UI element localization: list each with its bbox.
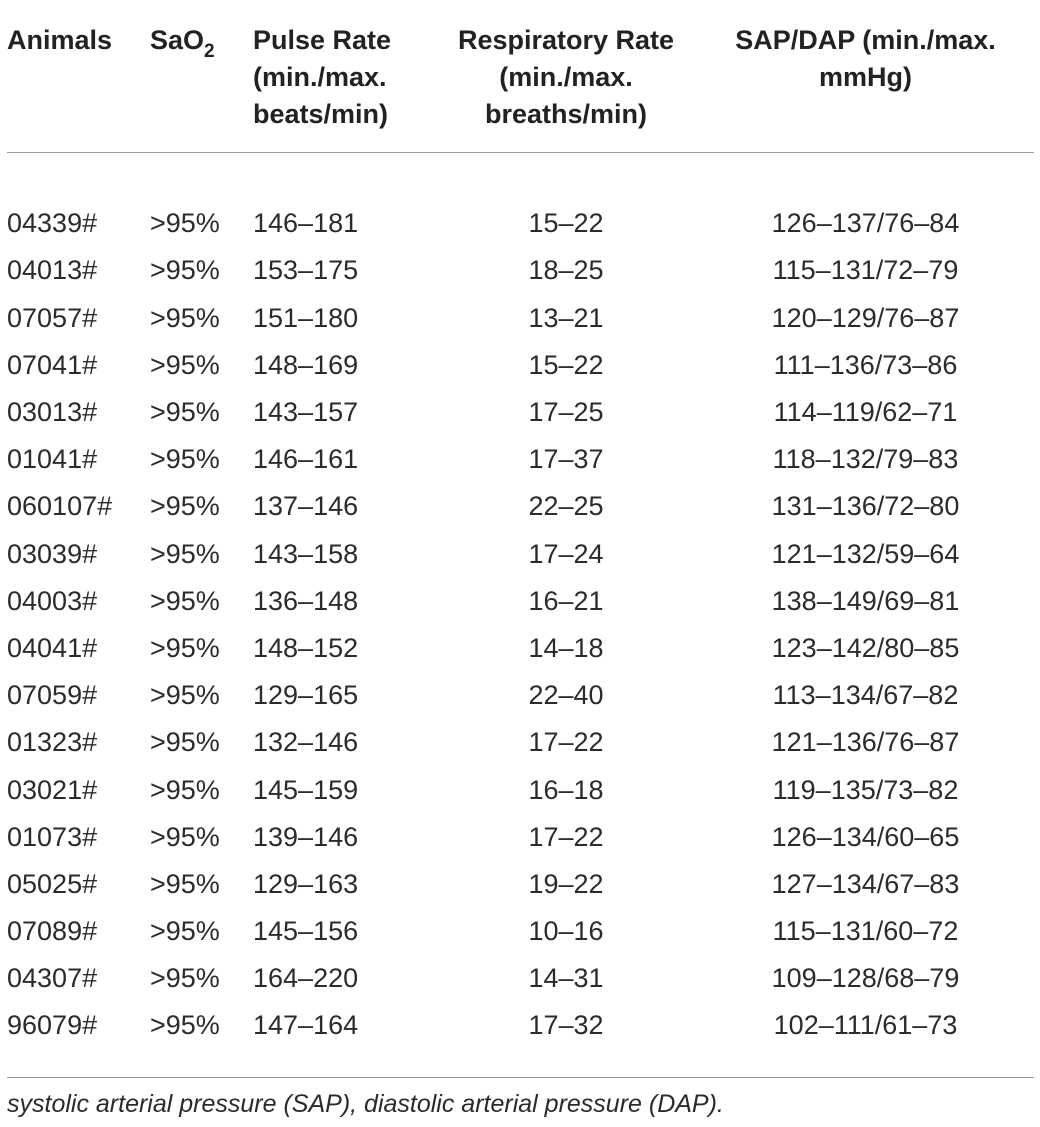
- cell-sao2: >95%: [150, 963, 220, 994]
- header-pulse-line: beats/min): [253, 99, 389, 129]
- table-row: [7, 1002, 1034, 1049]
- cell-pulse-rate: 129–163: [253, 868, 359, 899]
- cell-pulse-rate: 137–146: [253, 491, 359, 522]
- cell-sao2: >95%: [150, 868, 220, 899]
- cell-animal-id: 03039#: [7, 538, 98, 569]
- table-footnote: systolic arterial pressure (SAP), diastolic arterial pressure (DAP).: [7, 1090, 724, 1118]
- header-animals: [7, 22, 150, 153]
- cell-animal-id: 04041#: [7, 632, 98, 663]
- cell-sao2: >95%: [150, 821, 220, 852]
- cell-respiratory-rate: 10–16: [528, 916, 604, 947]
- header-spacer-row: [7, 153, 1034, 201]
- table-row: [7, 719, 1034, 766]
- table-row: [7, 295, 1034, 342]
- cell-animal-id: 060107#: [7, 491, 113, 522]
- cell-pulse-rate: 164–220: [253, 963, 359, 994]
- cell-respiratory-rate: 19–22: [528, 868, 604, 899]
- header-resp-line: (min./max.: [499, 62, 633, 92]
- spacer-cell: [7, 153, 1034, 201]
- cell-animal-id: 04339#: [7, 208, 98, 239]
- cell-pulse-rate: 129–165: [253, 680, 359, 711]
- cell-sap-dap: 131–136/72–80: [771, 491, 960, 522]
- cell-respiratory-rate: 22–40: [528, 680, 604, 711]
- cell-respiratory-rate: 18–25: [528, 255, 604, 286]
- cell-sao2: >95%: [150, 302, 220, 333]
- cell-animal-id: 07089#: [7, 916, 98, 947]
- cell-sap-dap: 126–137/76–84: [771, 208, 960, 239]
- vital-signs-table: [7, 22, 1034, 1050]
- cell-sao2: >95%: [150, 255, 220, 286]
- cell-pulse-rate: 143–158: [253, 538, 359, 569]
- cell-respiratory-rate: 17–37: [528, 444, 604, 475]
- cell-animal-id: 05025#: [7, 868, 98, 899]
- cell-sao2: >95%: [150, 1010, 220, 1041]
- cell-sao2: >95%: [150, 585, 220, 616]
- cell-animal-id: 07041#: [7, 349, 98, 380]
- cell-animal-id: 03013#: [7, 397, 98, 428]
- table-row: [7, 814, 1034, 861]
- cell-respiratory-rate: 17–22: [528, 727, 604, 758]
- table-header-row: [7, 22, 1034, 153]
- table-bottom-rule: [7, 1077, 1034, 1078]
- table-row: [7, 766, 1034, 813]
- cell-sao2: >95%: [150, 774, 220, 805]
- cell-respiratory-rate: 14–31: [528, 963, 604, 994]
- cell-respiratory-rate: 14–18: [528, 632, 604, 663]
- table-row: [7, 861, 1034, 908]
- cell-animal-id: 01323#: [7, 727, 98, 758]
- cell-sap-dap: 102–111/61–73: [773, 1010, 958, 1041]
- cell-animal-id: 04003#: [7, 585, 98, 616]
- cell-sap-dap: 114–119/62–71: [773, 397, 958, 428]
- cell-respiratory-rate: 16–18: [528, 774, 604, 805]
- cell-pulse-rate: 139–146: [253, 821, 359, 852]
- cell-sap-dap: 118–132/79–83: [772, 444, 959, 475]
- header-pulse-line: (min./max.: [253, 62, 387, 92]
- table-row: [7, 578, 1034, 625]
- cell-respiratory-rate: 15–22: [528, 349, 604, 380]
- cell-sao2: >95%: [150, 349, 220, 380]
- cell-respiratory-rate: 16–21: [528, 585, 604, 616]
- table-row: [7, 483, 1034, 530]
- cell-pulse-rate: 146–181: [253, 208, 359, 239]
- cell-respiratory-rate: 22–25: [528, 491, 604, 522]
- header-sao2-subscript: 2: [204, 41, 215, 62]
- cell-sap-dap: 121–132/59–64: [771, 538, 960, 569]
- cell-animal-id: 01073#: [7, 821, 98, 852]
- header-sap-line: SAP/DAP (min./max.: [735, 25, 996, 55]
- table-row: [7, 672, 1034, 719]
- cell-pulse-rate: 148–152: [253, 632, 359, 663]
- header-sap-line: mmHg): [819, 62, 912, 92]
- cell-pulse-rate: 147–164: [253, 1010, 359, 1041]
- cell-sao2: >95%: [150, 491, 220, 522]
- cell-pulse-rate: 148–169: [253, 349, 359, 380]
- table-row: [7, 908, 1034, 955]
- cell-sap-dap: 111–136/73–86: [773, 349, 958, 380]
- table-row: [7, 955, 1034, 1002]
- cell-animal-id: 07057#: [7, 302, 98, 333]
- cell-sap-dap: 123–142/80–85: [771, 632, 960, 663]
- cell-sao2: >95%: [150, 538, 220, 569]
- table-row: [7, 247, 1034, 294]
- cell-sap-dap: 120–129/76–87: [771, 302, 960, 333]
- header-resp-line: Respiratory Rate: [457, 25, 675, 55]
- header-sao2-label: SaO: [150, 25, 205, 55]
- cell-animal-id: 03021#: [7, 774, 98, 805]
- cell-pulse-rate: 132–146: [253, 727, 359, 758]
- cell-animal-id: 04307#: [7, 963, 98, 994]
- header-respiratory-rate: [435, 22, 697, 153]
- cell-sap-dap: 109–128/68–79: [771, 963, 960, 994]
- cell-respiratory-rate: 17–25: [528, 397, 604, 428]
- cell-animal-id: 07059#: [7, 680, 98, 711]
- header-sao2: [150, 22, 253, 153]
- header-pulse-line: Pulse Rate: [253, 25, 392, 55]
- cell-sao2: >95%: [150, 680, 220, 711]
- cell-sao2: >95%: [150, 727, 220, 758]
- cell-animal-id: 96079#: [7, 1010, 98, 1041]
- cell-sao2: >95%: [150, 916, 220, 947]
- table-row: [7, 200, 1034, 247]
- cell-sap-dap: 113–134/67–82: [772, 680, 959, 711]
- table-row: [7, 389, 1034, 436]
- header-animals-label: Animals: [7, 25, 113, 55]
- table-row: [7, 436, 1034, 483]
- cell-animal-id: 04013#: [7, 255, 98, 286]
- table-body: [7, 153, 1034, 1050]
- cell-respiratory-rate: 17–22: [528, 821, 604, 852]
- cell-sao2: >95%: [150, 208, 220, 239]
- cell-sap-dap: 126–134/60–65: [771, 821, 960, 852]
- cell-pulse-rate: 145–156: [253, 916, 359, 947]
- header-pulse-rate: [253, 22, 435, 153]
- cell-pulse-rate: 151–180: [253, 302, 359, 333]
- cell-sao2: >95%: [150, 632, 220, 663]
- cell-respiratory-rate: 13–21: [528, 302, 604, 333]
- cell-sao2: >95%: [150, 397, 220, 428]
- cell-sap-dap: 121–136/76–87: [771, 727, 960, 758]
- cell-sao2: >95%: [150, 444, 220, 475]
- cell-respiratory-rate: 17–32: [528, 1010, 604, 1041]
- cell-pulse-rate: 146–161: [253, 444, 359, 475]
- cell-animal-id: 01041#: [7, 444, 98, 475]
- cell-respiratory-rate: 15–22: [528, 208, 604, 239]
- table-row: [7, 625, 1034, 672]
- table-row: [7, 342, 1034, 389]
- cell-pulse-rate: 143–157: [253, 397, 359, 428]
- header-sap-dap: [697, 22, 1034, 153]
- cell-sap-dap: 115–131/60–72: [772, 916, 959, 947]
- cell-pulse-rate: 153–175: [253, 255, 359, 286]
- cell-pulse-rate: 136–148: [253, 585, 359, 616]
- header-resp-line: breaths/min): [484, 99, 648, 129]
- cell-respiratory-rate: 17–24: [528, 538, 604, 569]
- table-row: [7, 531, 1034, 578]
- cell-sap-dap: 138–149/69–81: [771, 585, 960, 616]
- cell-sap-dap: 119–135/73–82: [772, 774, 959, 805]
- cell-sap-dap: 127–134/67–83: [771, 868, 960, 899]
- cell-sap-dap: 115–131/72–79: [772, 255, 959, 286]
- cell-pulse-rate: 145–159: [253, 774, 359, 805]
